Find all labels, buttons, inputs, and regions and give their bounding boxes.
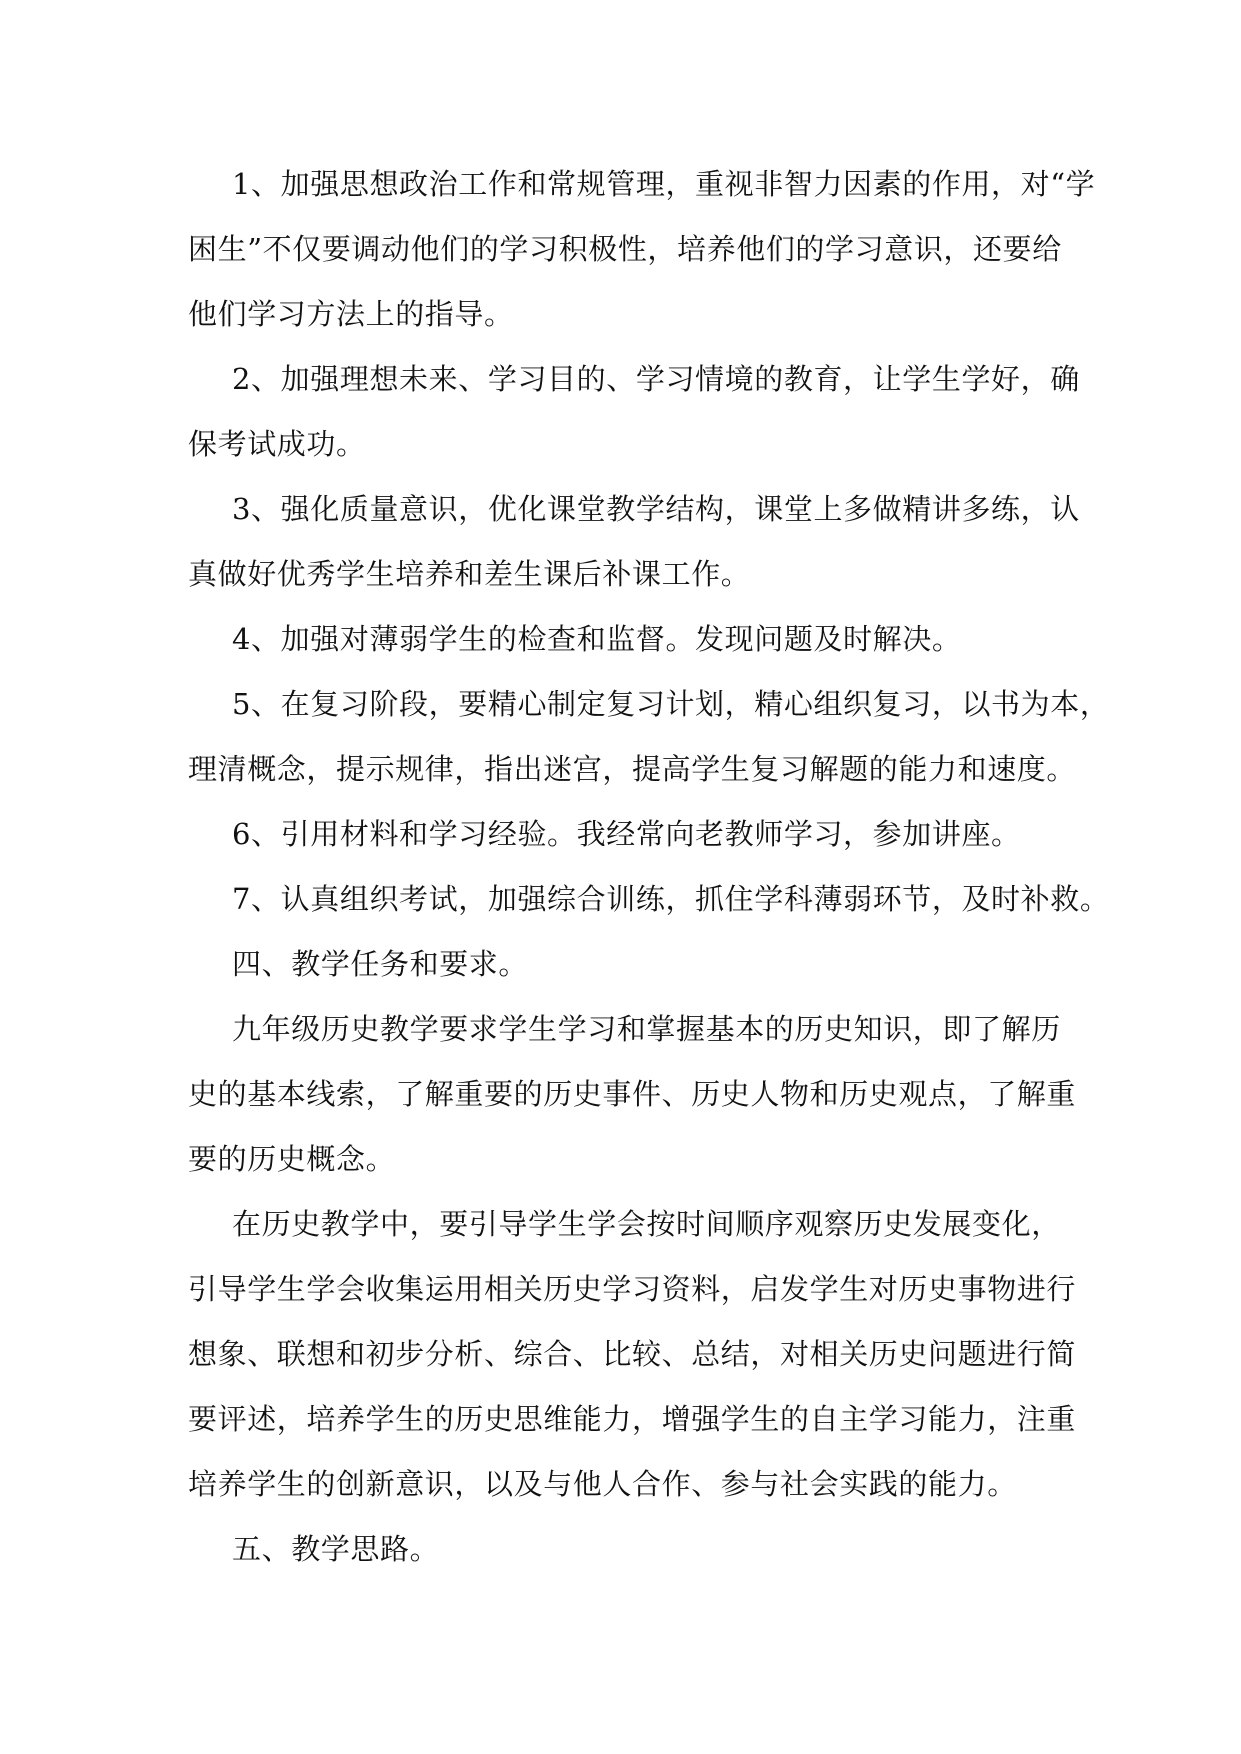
text-line: 1、加强思想政治工作和常规管理，重视非智力因素的作用，对“学 [232,167,1096,201]
text-line: 5、在复习阶段，要精心制定复习计划，精心组织复习，以书为本， [232,687,1110,721]
section-heading: 五、教学思路。 [232,1532,440,1566]
text-line: 要评述，培养学生的历史思维能力，增强学生的自主学习能力，注重 [188,1402,1077,1436]
text-line: 要的历史概念。 [188,1142,396,1176]
text-line: 理清概念，提示规律，指出迷宫，提高学生复习解题的能力和速度。 [188,752,1077,786]
text-line: 6、引用材料和学习经验。我经常向老教师学习，参加讲座。 [232,817,1021,851]
text-line: 保考试成功。 [188,427,366,461]
text-line: 想象、联想和初步分析、综合、比较、总结，对相关历史问题进行简 [188,1337,1077,1371]
text-line: 真做好优秀学生培养和差生课后补课工作。 [188,557,751,591]
text-line: 他们学习方法上的指导。 [188,297,514,331]
text-line: 史的基本线索，了解重要的历史事件、历史人物和历史观点，了解重 [188,1077,1077,1111]
text-line: 培养学生的创新意识，以及与他人合作、参与社会实践的能力。 [188,1467,1017,1501]
text-line: 引导学生学会收集运用相关历史学习资料，启发学生对历史事物进行 [188,1272,1077,1306]
text-line: 3、强化质量意识，优化课堂教学结构，课堂上多做精讲多练，认 [232,492,1080,526]
text-line: 7、认真组织考试，加强综合训练，抓住学科薄弱环节，及时补救。 [232,882,1110,916]
text-line: 在历史教学中，要引导学生学会按时间顺序观察历史发展变化， [232,1207,1061,1241]
text-line: 4、加强对薄弱学生的检查和监督。发现问题及时解决。 [232,622,962,656]
text-line: 九年级历史教学要求学生学习和掌握基本的历史知识，即了解历 [232,1012,1061,1046]
text-line: 困生”不仅要调动他们的学习积极性，培养他们的学习意识，还要给 [188,232,1062,266]
text-line: 2、加强理想未来、学习目的、学习情境的教育，让学生学好，确 [232,362,1080,396]
section-heading: 四、教学任务和要求。 [232,947,529,981]
